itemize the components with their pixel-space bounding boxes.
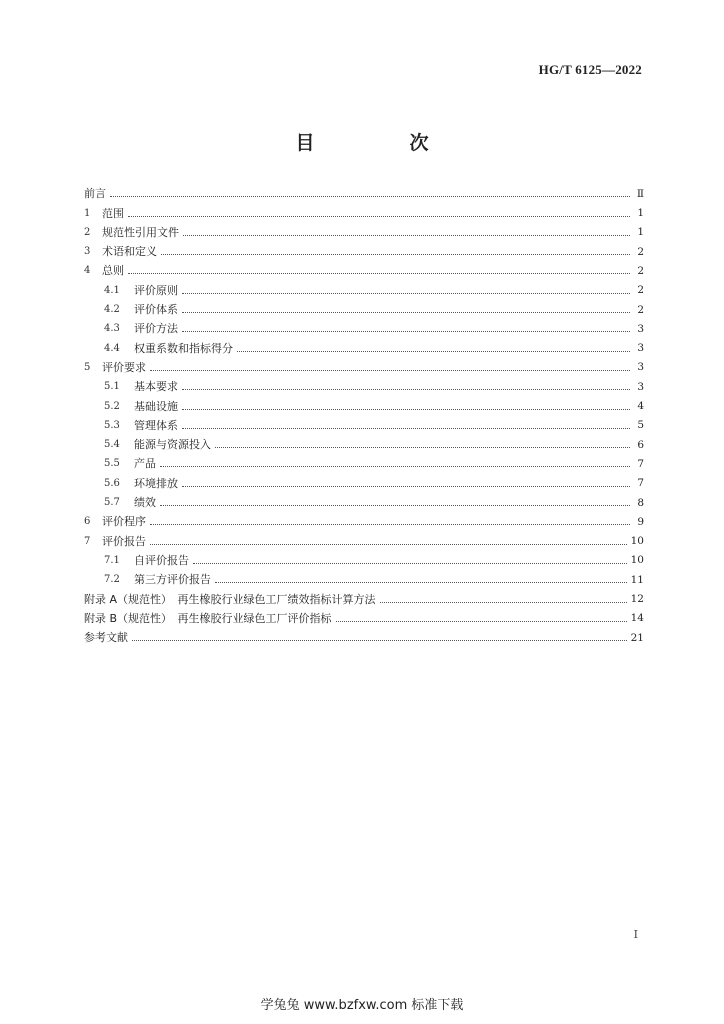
toc-entry-page: 4 xyxy=(637,400,644,413)
toc-entry[interactable] xyxy=(84,315,644,334)
toc-entry-label: 基础设施 xyxy=(134,399,178,413)
toc-entry-page: 3 xyxy=(637,342,644,355)
toc-entry[interactable] xyxy=(84,354,644,373)
toc-leader-dots xyxy=(182,485,630,487)
toc-entry-page: Ⅱ xyxy=(636,187,644,200)
toc-entry[interactable] xyxy=(84,219,644,238)
toc-entry-number: 5.2 xyxy=(104,400,120,412)
toc-entry-page: 10 xyxy=(630,554,644,567)
toc-entry-number: 5.5 xyxy=(104,458,120,470)
toc-entry-label: 评价要求 xyxy=(102,360,146,374)
toc-entry-page: 2 xyxy=(637,245,644,258)
toc-entry-page: 2 xyxy=(637,303,644,316)
toc-entry-label: 自评价报告 xyxy=(134,553,189,567)
toc-entry-number: 4.4 xyxy=(104,342,120,354)
page-number: Ⅰ xyxy=(633,928,638,941)
toc-entry-number: 7 xyxy=(84,535,91,547)
toc-entry-number: 5.3 xyxy=(104,419,120,431)
toc-leader-dots xyxy=(182,292,630,294)
toc-entry-label: 绩效 xyxy=(134,496,156,510)
toc-entry[interactable] xyxy=(84,392,644,411)
toc-entry-label: 评价报告 xyxy=(102,534,146,548)
toc-entry-page: 6 xyxy=(637,438,644,451)
toc-leader-dots xyxy=(128,215,630,217)
toc-entry[interactable] xyxy=(84,624,644,643)
toc-entry-label: 评价体系 xyxy=(134,303,178,317)
toc-entry-number: 2 xyxy=(84,226,91,238)
toc-entry-label: 管理体系 xyxy=(134,418,178,432)
toc-leader-dots xyxy=(182,330,630,332)
toc-entry-number: 4.3 xyxy=(104,323,120,335)
toc-entry-number: 5.4 xyxy=(104,439,120,451)
toc-entry-number: 5.6 xyxy=(104,477,120,489)
toc-entry-page: 10 xyxy=(630,535,644,548)
toc-leader-dots xyxy=(237,350,630,352)
toc-entry-number: 7.1 xyxy=(104,554,120,566)
toc-entry[interactable] xyxy=(84,412,644,431)
toc-entry-label: 前言 xyxy=(84,187,106,201)
toc-entry[interactable] xyxy=(84,431,644,450)
toc-leader-dots xyxy=(150,543,627,545)
toc-entry-number: 5 xyxy=(84,361,91,373)
toc-entry-number: 7.2 xyxy=(104,574,120,586)
toc-entry[interactable] xyxy=(84,605,644,624)
toc-entry-label: 总则 xyxy=(102,264,124,278)
toc-entry[interactable] xyxy=(84,334,644,353)
toc-entry-page: 2 xyxy=(637,284,644,297)
toc-leader-dots xyxy=(182,427,630,429)
toc-entry-number: 6 xyxy=(84,516,91,528)
toc-entry-label: 评价原则 xyxy=(134,283,178,297)
toc-entry-page: 3 xyxy=(637,380,644,393)
toc-entry[interactable] xyxy=(84,238,644,257)
toc-entry-label: 产品 xyxy=(134,457,156,471)
toc-leader-dots xyxy=(132,639,627,641)
toc-entry[interactable] xyxy=(84,547,644,566)
toc-entry-number: 5.1 xyxy=(104,381,120,393)
toc-entry-number: 1 xyxy=(84,207,91,219)
toc-entry[interactable] xyxy=(84,508,644,527)
toc-entry-number: 4.1 xyxy=(104,284,120,296)
toc-entry[interactable] xyxy=(84,257,644,276)
toc-entry[interactable] xyxy=(84,373,644,392)
toc-entry-label: 附录 B（规范性） 再生橡胶行业绿色工厂评价指标 xyxy=(84,611,332,625)
toc-entry-label: 评价方法 xyxy=(134,322,178,336)
toc-leader-dots xyxy=(183,234,630,236)
toc-entry-page: 5 xyxy=(637,419,644,432)
toc-entry-number: 5.7 xyxy=(104,497,120,509)
toc-entry-page: 14 xyxy=(630,612,644,625)
toc-entry-label: 评价程序 xyxy=(102,515,146,529)
toc-leader-dots xyxy=(182,311,630,313)
toc-leader-dots xyxy=(150,369,630,371)
toc-entry-page: 9 xyxy=(637,515,644,528)
toc-entry[interactable] xyxy=(84,527,644,546)
toc-entry-page: 1 xyxy=(637,226,644,239)
toc-leader-dots xyxy=(380,601,627,603)
page-title: 目 次 xyxy=(295,132,467,154)
toc-entry[interactable] xyxy=(84,180,644,199)
toc-leader-dots xyxy=(128,272,630,274)
toc-entry-label: 范围 xyxy=(102,206,124,220)
toc-leader-dots xyxy=(336,620,627,622)
toc-leader-dots xyxy=(215,581,627,583)
toc-entry-number: 4 xyxy=(84,265,91,277)
toc-entry-label: 附录 A（规范性） 再生橡胶行业绿色工厂绩效指标计算方法 xyxy=(84,592,376,606)
standard-code: HG/T 6125—2022 xyxy=(538,62,642,77)
toc-entry[interactable] xyxy=(84,566,644,585)
toc-leader-dots xyxy=(161,253,630,255)
toc-entry-page: 12 xyxy=(630,593,644,606)
toc-entry-page: 1 xyxy=(637,207,644,220)
toc-entry-label: 参考文献 xyxy=(84,631,128,645)
toc-entry-page: 7 xyxy=(637,477,644,490)
table-of-contents xyxy=(84,180,644,643)
toc-entry[interactable] xyxy=(84,296,644,315)
toc-entry-label: 能源与资源投入 xyxy=(134,438,211,452)
toc-entry-page: 7 xyxy=(637,457,644,470)
toc-entry[interactable] xyxy=(84,199,644,218)
toc-entry-label: 环境排放 xyxy=(134,476,178,490)
toc-entry-page: 21 xyxy=(630,631,644,644)
toc-leader-dots xyxy=(110,195,630,197)
toc-entry-page: 8 xyxy=(637,496,644,509)
toc-entry-label: 规范性引用文件 xyxy=(102,225,179,239)
toc-entry-label: 基本要求 xyxy=(134,380,178,394)
toc-entry-page: 3 xyxy=(637,361,644,374)
toc-leader-dots xyxy=(160,504,630,506)
toc-entry-label: 第三方评价报告 xyxy=(134,573,211,587)
toc-entry-label: 术语和定义 xyxy=(102,245,157,259)
toc-leader-dots xyxy=(182,388,630,390)
toc-leader-dots xyxy=(182,408,630,410)
toc-leader-dots xyxy=(215,446,630,448)
watermark-text: 学兔兔 www.bzfxw.com 标准下载 xyxy=(260,998,464,1013)
toc-entry[interactable] xyxy=(84,276,644,295)
toc-entry-page: 11 xyxy=(630,573,644,586)
toc-entry[interactable] xyxy=(84,450,644,469)
toc-entry-label: 权重系数和指标得分 xyxy=(134,341,233,355)
toc-leader-dots xyxy=(150,523,630,525)
toc-entry-number: 4.2 xyxy=(104,304,120,316)
toc-entry-page: 2 xyxy=(637,264,644,277)
toc-entry-page: 3 xyxy=(637,322,644,335)
toc-entry[interactable] xyxy=(84,585,644,604)
toc-leader-dots xyxy=(160,465,630,467)
toc-entry[interactable] xyxy=(84,469,644,488)
toc-entry-number: 3 xyxy=(84,246,91,258)
toc-leader-dots xyxy=(193,562,627,564)
toc-entry[interactable] xyxy=(84,489,644,508)
